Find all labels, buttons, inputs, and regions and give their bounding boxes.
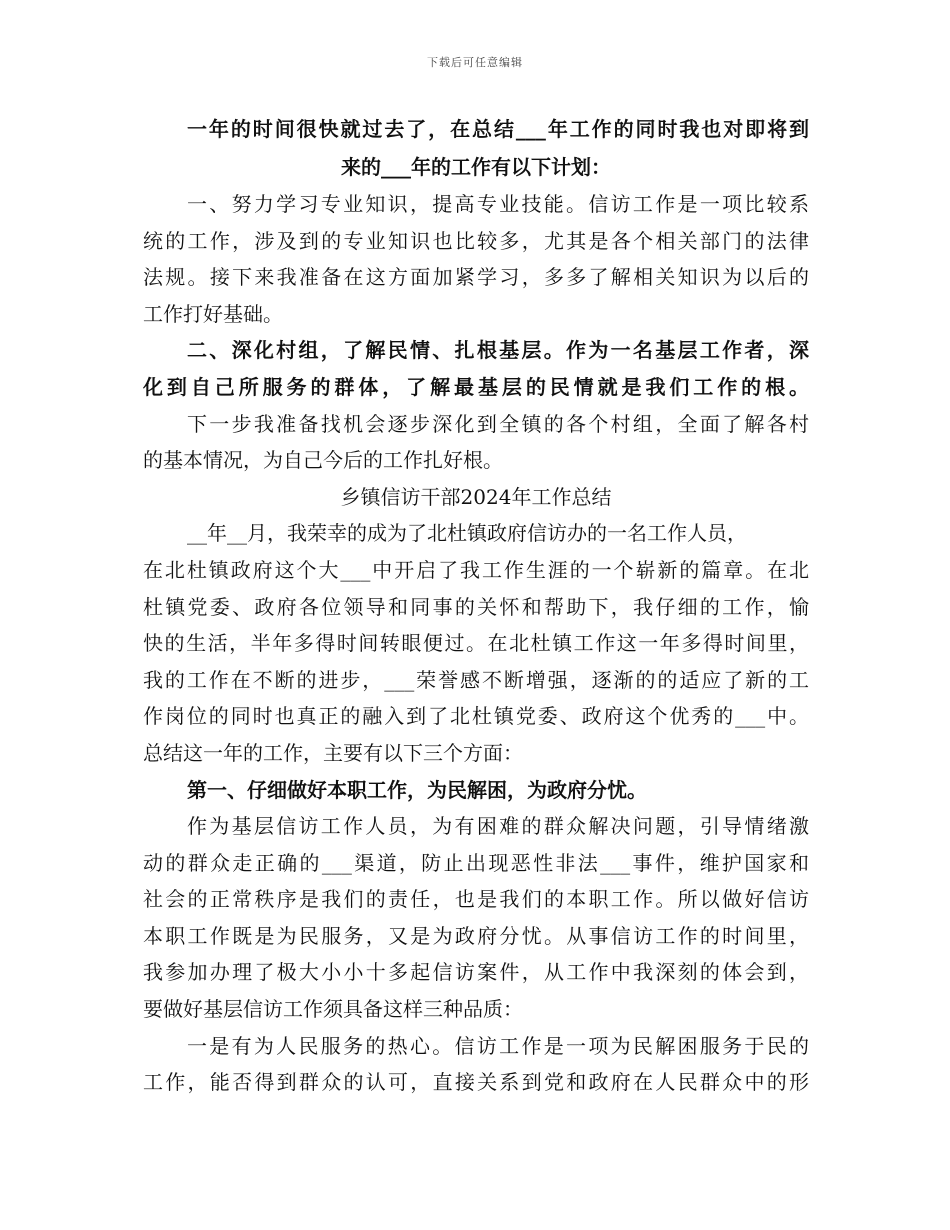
paragraph-line: 我的工作在不断的进步，___荣誉感不断增强，逐渐的的适应了新的工 xyxy=(143,667,809,692)
paragraph-line: 社会的正常秩序是我们的责任，也是我们的本职工作。所以做好信访 xyxy=(143,887,809,912)
document-body xyxy=(143,110,809,1101)
intro-line: 一年的时间很快就过去了，在总结___年工作的同时我也对即将到 xyxy=(187,117,809,141)
paragraph-line: 杜镇党委、政府各位领导和同事的关怀和帮助下，我仔细的工作，愉 xyxy=(143,594,809,619)
plan-paragraph-2 xyxy=(143,332,809,405)
quality-paragraph xyxy=(143,1028,809,1101)
paragraph-line: 法规。接下来我准备在这方面加紧学习，多多了解相关知识为以后的 xyxy=(143,265,809,290)
paragraph-line: 一、努力学习专业知识，提高专业技能。信访工作是一项比较系 xyxy=(187,192,809,216)
plan-paragraph-1 xyxy=(143,186,809,332)
paragraph-line: 工作打好基础。 xyxy=(143,301,283,326)
paragraph-line: 工作，能否得到群众的认可，直接关系到党和政府在人民群众中的形 xyxy=(143,1070,809,1095)
paragraph-line: 在北杜镇政府这个大___中开启了我工作生涯的一个崭新的篇章。在北 xyxy=(143,557,809,582)
plan-paragraph-3 xyxy=(143,406,809,479)
paragraph-line: 化到自己所服务的群体，了解最基层的民情就是我们工作的根。 xyxy=(143,374,809,399)
paragraph-line: 作岗位的同时也真正的融入到了北杜镇党委、政府这个优秀的___中。 xyxy=(143,704,809,729)
paragraph-line: 本职工作既是为民服务，又是为政府分忧。从事信访工作的时间里， xyxy=(143,923,809,948)
intro-heading xyxy=(143,110,809,186)
intro-line: 来的___年的工作有以下计划： xyxy=(341,155,611,179)
point-heading: 第一、仔细做好本职工作，为民解困，为政府分忧。 xyxy=(187,777,647,802)
paragraph-line: 一是有为人民服务的热心。信访工作是一项为民解困服务于民的 xyxy=(187,1033,809,1058)
point-paragraph xyxy=(143,808,809,1028)
paragraph-line: 动的群众走正确的___渠道，防止出现恶性非法___事件，维护国家和 xyxy=(143,850,809,875)
paragraph-line: 二、深化村组，了解民情、扎根基层。作为一名基层工作者，深 xyxy=(187,338,809,363)
paragraph-line: __年__月，我荣幸的成为了北杜镇政府信访办的一名工作人员， xyxy=(187,521,747,546)
paragraph-line: 快的生活，半年多得时间转眼便过。在北杜镇工作这一年多得时间里， xyxy=(143,631,809,656)
summary-paragraph xyxy=(143,515,809,771)
section-title: 乡镇信访干部2024年工作总结 xyxy=(340,484,612,509)
paragraph-line: 作为基层信访工作人员，为有困难的群众解决问题，引导情绪激 xyxy=(187,814,809,839)
paragraph-line: 下一步我准备找机会逐步深化到全镇的各个村组，全面了解各村 xyxy=(187,411,809,436)
paragraph-line: 统的工作，涉及到的专业知识也比较多，尤其是各个相关部门的法律 xyxy=(143,228,809,253)
page-header: 下载后可任意编辑 xyxy=(427,56,523,69)
paragraph-line: 要做好基层信访工作须具备这样三种品质： xyxy=(143,997,523,1022)
paragraph-line: 的基本情况，为自己今后的工作扎好根。 xyxy=(143,448,503,473)
paragraph-line: 总结这一年的工作，主要有以下三个方面： xyxy=(143,740,523,765)
paragraph-line: 我参加办理了极大小小十多起信访案件，从工作中我深刻的体会到， xyxy=(143,960,809,985)
